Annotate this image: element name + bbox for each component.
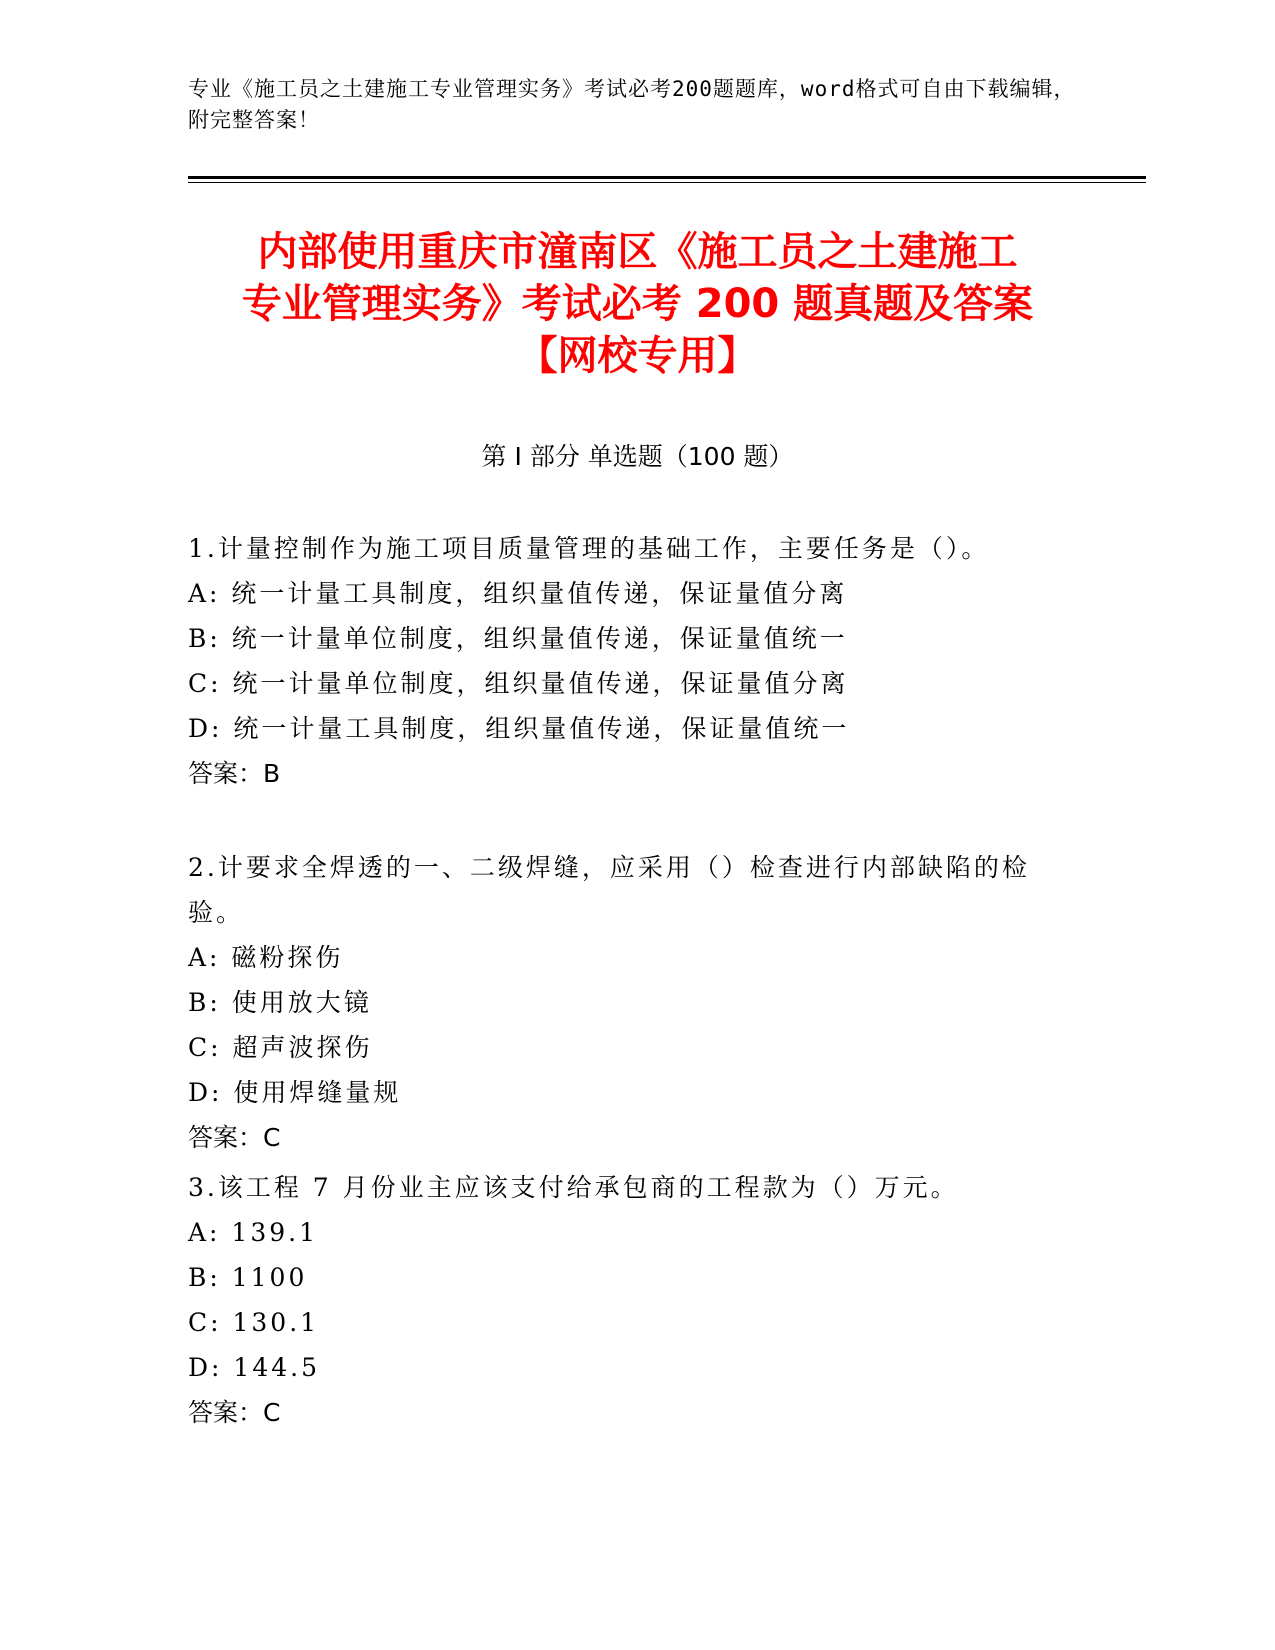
question-stem: 3.该工程 7 月份业主应该支付给承包商的工程款为（）万元。 — [188, 1173, 959, 1202]
option-c: C: 统一计量单位制度，组织量值传递，保证量值分离 — [188, 669, 849, 698]
answer: 答案：B — [188, 759, 281, 788]
section-heading: 第 I 部分 单选题（100 题） — [481, 442, 794, 471]
header-rule-thin — [188, 182, 1146, 183]
document-title-line-1: 内部使用重庆市潼南区《施工员之土建施工 — [257, 229, 1018, 275]
document-title — [150, 226, 1125, 382]
answer: 答案：C — [188, 1398, 281, 1427]
header-note: 专业《施工员之土建施工专业管理实务》考试必考200题题库，word格式可自由下载编辑，附完整答案！ — [188, 77, 1076, 132]
option-b: B: 使用放大镜 — [188, 988, 372, 1017]
question-2 — [188, 845, 1068, 1160]
answer: 答案：C — [188, 1123, 281, 1152]
option-d: D: 144.5 — [188, 1353, 320, 1382]
option-a: A: 统一计量工具制度，组织量值传递，保证量值分离 — [188, 579, 848, 608]
option-b: B: 1100 — [188, 1263, 308, 1292]
option-b: B: 统一计量单位制度，组织量值传递，保证量值统一 — [188, 624, 848, 653]
question-3 — [188, 1165, 1068, 1435]
option-d: D: 统一计量工具制度，组织量值传递，保证量值统一 — [188, 714, 850, 743]
option-a: A: 磁粉探伤 — [188, 943, 344, 972]
option-c: C: 130.1 — [188, 1308, 320, 1337]
document-title-line-2: 专业管理实务》考试必考 200 题真题及答案 — [241, 281, 1034, 327]
option-c: C: 超声波探伤 — [188, 1033, 373, 1062]
option-a: A: 139.1 — [188, 1218, 318, 1247]
option-d: D: 使用焊缝量规 — [188, 1078, 402, 1107]
question-stem: 1.计量控制作为施工项目质量管理的基础工作，主要任务是（）。 — [188, 534, 990, 563]
question-stem: 2.计要求全焊透的一、二级焊缝，应采用（）检查进行内部缺陷的检验。 — [188, 853, 1030, 927]
header-rule-thick — [188, 176, 1146, 179]
document-title-line-3: 【网校专用】 — [517, 333, 758, 379]
question-1 — [188, 526, 1068, 796]
